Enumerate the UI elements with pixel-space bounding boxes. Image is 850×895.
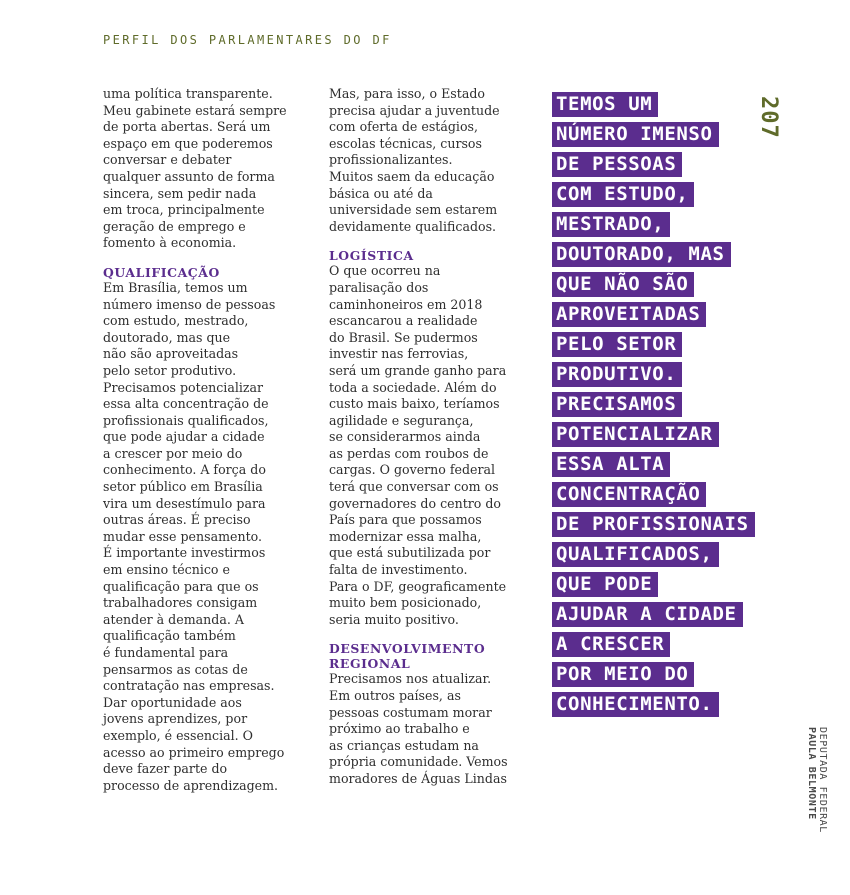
text-line: as crianças estudam na (329, 737, 479, 753)
text-line: é fundamental para (103, 645, 229, 660)
pull-quote-line: PRODUTIVO. (552, 362, 682, 387)
text-line: outras áreas. É preciso (103, 512, 251, 528)
text-line: terá que conversar com os (329, 479, 499, 495)
text-line: pessoas costumam morar (329, 704, 492, 720)
pull-quote-line: NÚMERO IMENSO (552, 122, 719, 147)
text-line: contratação nas empresas. (103, 678, 275, 694)
text-line: custo mais baixo, teríamos (329, 396, 500, 412)
text-line: pensarmos as cotas de (103, 661, 248, 677)
text-line: precisa ajudar a juventude (329, 102, 500, 118)
text-line: sincera, sem pedir nada (103, 185, 257, 201)
pull-quote-line: PELO SETOR (552, 332, 682, 357)
pull-quote-line: POTENCIALIZAR (552, 422, 719, 447)
text-line: setor público em Brasília (103, 479, 263, 495)
running-header: PERFIL DOS PARLAMENTARES DO DF (103, 33, 392, 47)
text-line: Para o DF, geograficamente (329, 578, 507, 594)
pull-quote-line: QUE PODE (552, 572, 658, 597)
text-line: escolas técnicas, cursos (329, 135, 482, 151)
text-line: com oferta de estágios, (329, 119, 479, 135)
text-line: que pode ajudar a cidade (103, 429, 265, 445)
pull-quote (552, 92, 792, 722)
text-line: com estudo, mestrado, (103, 313, 249, 329)
section-title-qualificacao: QUALIFICAÇÃO (103, 264, 220, 280)
text-line: se considerarmos ainda (329, 429, 481, 445)
text-line: não são aproveitadas (103, 346, 239, 362)
text-line: espaço em que poderemos (103, 135, 273, 151)
page-number: 207 (756, 96, 781, 139)
text-line: uma política transparente. (103, 86, 273, 101)
pull-quote-line: DE PESSOAS (552, 152, 682, 177)
column1-section-text (103, 280, 313, 794)
text-line: de porta abertas. Será um (103, 119, 271, 135)
text-line: caminhoneiros em 2018 (329, 296, 483, 312)
text-line: Muitos saem da educação (329, 168, 495, 184)
text-line: básica ou até da (329, 185, 433, 201)
text-line: número imenso de pessoas (103, 296, 276, 312)
text-line: moradores de Águas Lindas (329, 770, 507, 786)
text-line: exemplo, é essencial. O (103, 727, 253, 743)
column1-intro (103, 86, 313, 252)
pull-quote-line: CONHECIMENTO. (552, 692, 719, 717)
text-line: conhecimento. A força do (103, 462, 266, 478)
text-line: toda a sociedade. Além do (329, 379, 497, 395)
pull-quote-line: QUE NÃO SÃO (552, 272, 694, 297)
pull-quote-line: DE PROFISSIONAIS (552, 512, 755, 537)
pull-quote-line: COM ESTUDO, (552, 182, 694, 207)
text-line: a crescer por meio do (103, 445, 243, 461)
text-line: País para que possamos (329, 512, 482, 528)
pull-quote-line: QUALIFICADOS, (552, 542, 719, 567)
pull-quote-line: CONCENTRAÇÃO (552, 482, 706, 507)
text-line: paralisação dos (329, 279, 429, 295)
text-line: doutorado, mas que (103, 329, 231, 345)
text-line: essa alta concentração de (103, 396, 269, 412)
text-line: modernizar essa malha, (329, 528, 482, 544)
text-line: será um grande ganho para (329, 362, 507, 378)
text-line: que está subutilizada por (329, 545, 491, 561)
column2-intro (329, 86, 539, 235)
text-line: Precisamos nos atualizar. (329, 671, 492, 687)
text-line: do Brasil. Se pudermos (329, 329, 478, 345)
pull-quote-line: ESSA ALTA (552, 452, 670, 477)
section-title-line: DESENVOLVIMENTO (329, 641, 486, 657)
text-line: investir nas ferrovias, (329, 346, 469, 362)
text-line: vira um desestímulo para (103, 495, 266, 511)
section-title-desenvolvimento-regional (329, 641, 539, 671)
pull-quote-line: A CRESCER (552, 632, 670, 657)
text-line: universidade sem estarem (329, 202, 498, 218)
pull-quote-line: DOUTORADO, MAS (552, 242, 731, 267)
text-line: Em outros países, as (329, 688, 461, 703)
text-line: seria muito positivo. (329, 611, 459, 627)
text-line: Precisamos potencializar (103, 379, 264, 395)
text-line: cargas. O governo federal (329, 462, 496, 478)
text-line: acesso ao primeiro emprego (103, 744, 285, 760)
text-line: qualificação também (103, 628, 236, 644)
pull-quote-line: PRECISAMOS (552, 392, 682, 417)
text-line: Em Brasília, temos um (103, 279, 248, 295)
text-line: jovens aprendizes, por (103, 711, 248, 727)
text-line: qualquer assunto de forma (103, 168, 275, 184)
text-line: Dar oportunidade aos (103, 694, 242, 710)
text-line: pelo setor produtivo. (103, 362, 237, 378)
text-line: conversar e debater (103, 152, 232, 168)
text-line: muito bem posicionado, (329, 595, 482, 611)
text-line: geração de emprego e (103, 218, 246, 234)
pull-quote-line: POR MEIO DO (552, 662, 694, 687)
credit-name: PAULA BELMONTE (806, 727, 817, 820)
pull-quote-line: MESTRADO, (552, 212, 670, 237)
author-credit (806, 727, 828, 833)
text-line: em ensino técnico e (103, 562, 230, 578)
pull-quote-line: TEMOS UM (552, 92, 658, 117)
text-line: própria comunidade. Vemos (329, 754, 508, 770)
column2-desenvolvimento-text (329, 671, 539, 787)
pull-quote-line: AJUDAR A CIDADE (552, 602, 743, 627)
text-line: atender à demanda. A (103, 611, 244, 627)
text-line: É importante investirmos (103, 545, 266, 561)
credit-role: DEPUTADA FEDERAL (817, 727, 828, 833)
text-line: fomento à economia. (103, 235, 237, 251)
text-line: profissionais qualificados, (103, 412, 269, 428)
text-line: Meu gabinete estará sempre (103, 102, 287, 118)
column-1 (103, 86, 313, 794)
column2-logistica-text (329, 263, 539, 628)
text-line: processo de aprendizagem. (103, 777, 279, 793)
text-line: Mas, para isso, o Estado (329, 86, 485, 101)
text-line: devidamente qualificados. (329, 218, 497, 234)
text-line: deve fazer parte do (103, 761, 228, 777)
text-line: falta de investimento. (329, 562, 468, 578)
pull-quote-line: APROVEITADAS (552, 302, 706, 327)
text-line: mudar esse pensamento. (103, 528, 263, 544)
text-line: O que ocorreu na (329, 263, 441, 279)
section-title-line: REGIONAL (329, 656, 411, 672)
column-2 (329, 86, 539, 788)
text-line: escancarou a realidade (329, 313, 478, 329)
text-line: em troca, principalmente (103, 202, 265, 218)
text-line: as perdas com roubos de (329, 445, 489, 461)
text-line: governadores do centro do (329, 495, 502, 511)
text-line: trabalhadores consigam (103, 595, 258, 611)
text-line: próximo ao trabalho e (329, 721, 470, 737)
text-line: profissionalizantes. (329, 152, 453, 168)
text-line: qualificação para que os (103, 578, 259, 594)
text-line: agilidade e segurança, (329, 412, 474, 428)
section-title-logistica: LOGÍSTICA (329, 248, 414, 264)
